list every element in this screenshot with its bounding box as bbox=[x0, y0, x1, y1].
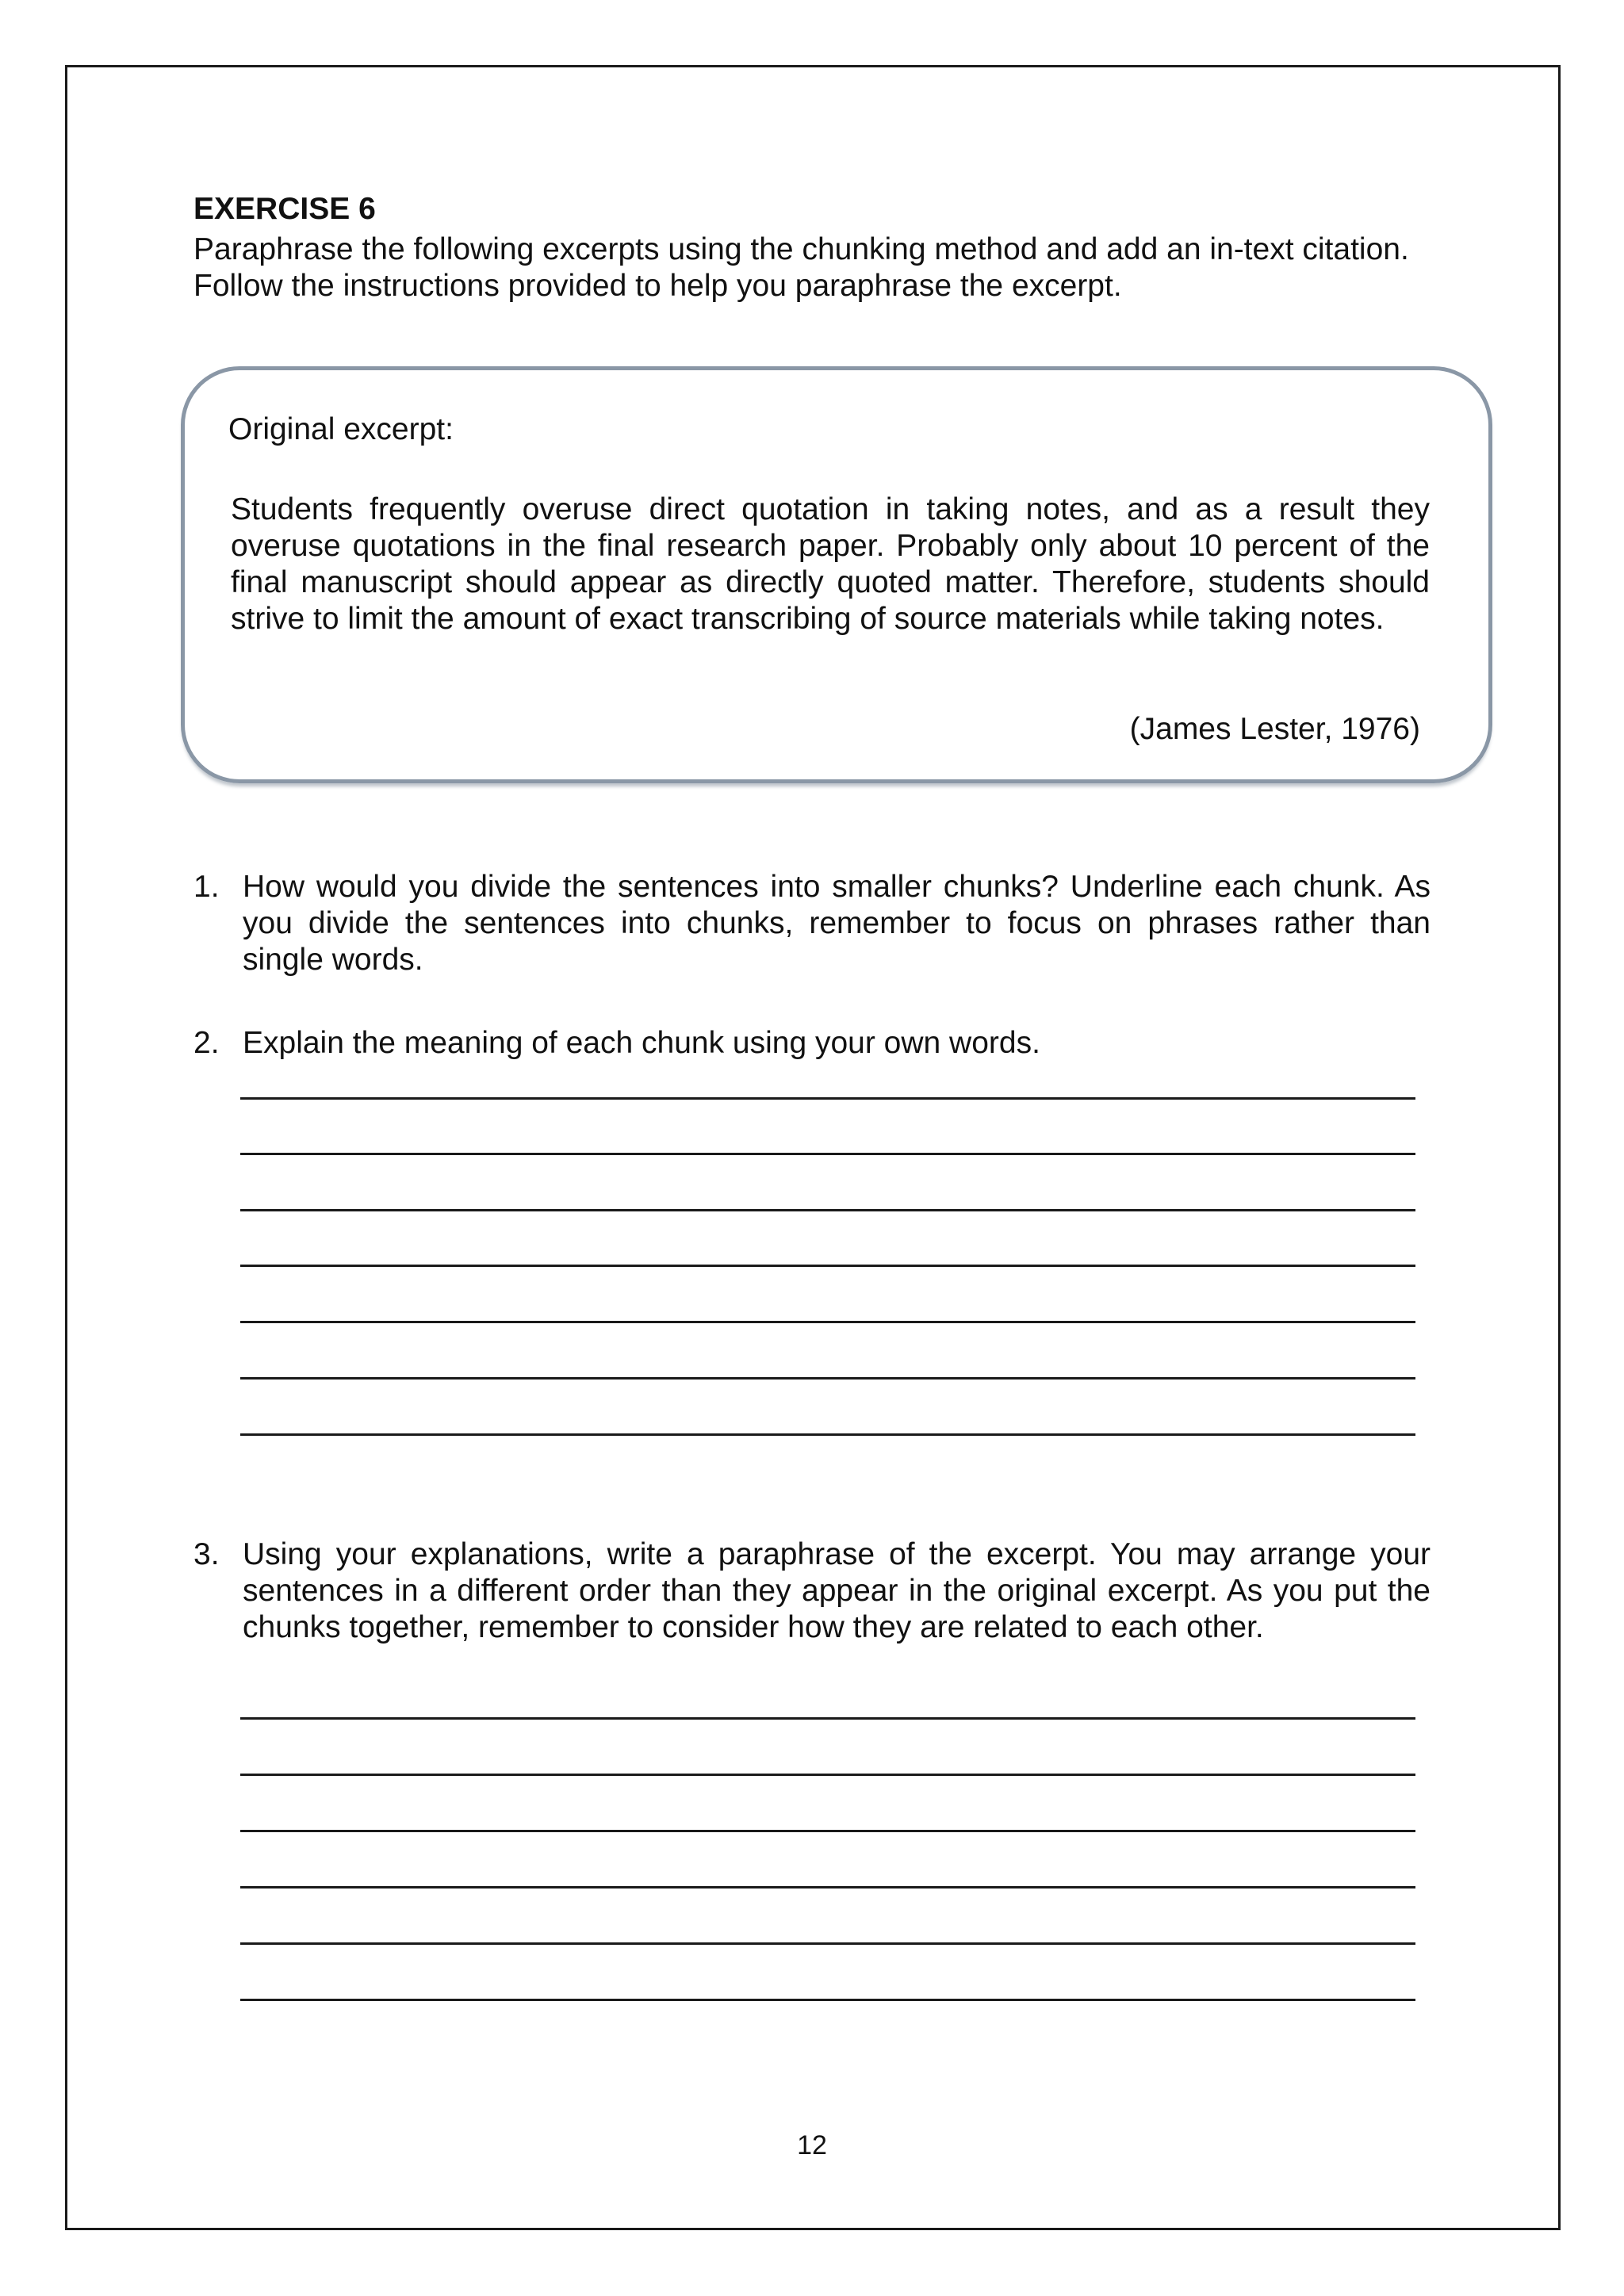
answer-line[interactable] bbox=[240, 1774, 1415, 1776]
question-1 bbox=[193, 869, 1431, 978]
answer-line[interactable] bbox=[240, 1999, 1415, 2001]
excerpt-label: Original excerpt: bbox=[228, 412, 454, 446]
answer-line[interactable] bbox=[240, 1717, 1415, 1720]
question-3 bbox=[193, 1536, 1431, 1646]
question-number: 2. bbox=[193, 1026, 220, 1060]
answer-line[interactable] bbox=[240, 1097, 1415, 1100]
page-number: 12 bbox=[797, 2130, 827, 2160]
question-number: 1. bbox=[193, 870, 220, 904]
question-number: 3. bbox=[193, 1537, 220, 1571]
answer-line[interactable] bbox=[240, 1433, 1415, 1436]
answer-line[interactable] bbox=[240, 1153, 1415, 1155]
answer-line[interactable] bbox=[240, 1321, 1415, 1323]
answer-line[interactable] bbox=[240, 1265, 1415, 1267]
excerpt-text: Students frequently overuse direct quotation in taking notes, and as a result they overuse quotations in the final research paper. Probably only about 10 percent of the final manuscript should appear as directly quoted matter. Therefore, students should strive to limit the amount of exact transcribing of source materials while taking notes. bbox=[231, 492, 1430, 636]
answer-line[interactable] bbox=[240, 1886, 1415, 1888]
answer-line[interactable] bbox=[240, 1377, 1415, 1380]
answer-line[interactable] bbox=[240, 1830, 1415, 1832]
answer-line[interactable] bbox=[240, 1942, 1415, 1945]
question-text: Using your explanations, write a paraphrase of the excerpt. You may arrange your sentences in a different order than they appear in the original excerpt. As you put the chunks together, remember to consider how they are related to each other. bbox=[243, 1537, 1431, 1644]
exercise-instructions: Paraphrase the following excerpts using the chunking method and add an in-text citation. Follow the instructions provided to help you paraphrase the excerpt. bbox=[193, 232, 1409, 303]
question-2 bbox=[193, 1025, 1431, 1062]
question-text: Explain the meaning of each chunk using your own words. bbox=[243, 1026, 1040, 1060]
excerpt-citation: (James Lester, 1976) bbox=[1129, 712, 1420, 746]
question-text: How would you divide the sentences into smaller chunks? Underline each chunk. As you divide the sentences into chunks, remember to focus on phrases rather than single words. bbox=[243, 870, 1431, 977]
answer-line[interactable] bbox=[240, 1209, 1415, 1211]
exercise-title: EXERCISE 6 bbox=[193, 192, 376, 226]
